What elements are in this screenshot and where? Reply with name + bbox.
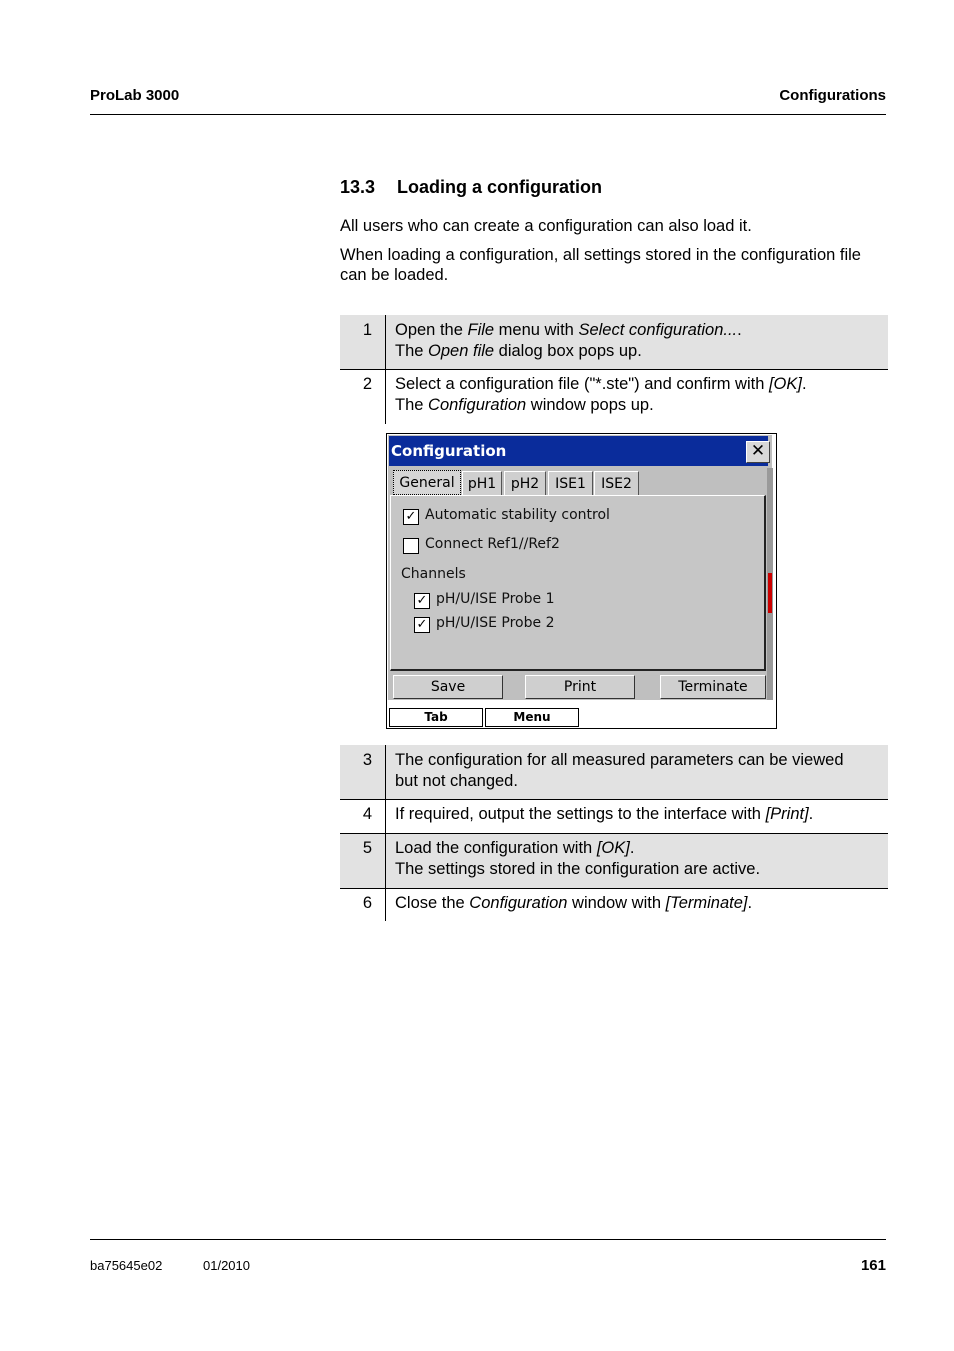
checkbox-probe-1[interactable]: ✓ (414, 593, 430, 609)
channels-label: Channels (401, 566, 466, 582)
scroll-indicator (768, 573, 772, 613)
tab-ise1[interactable]: ISE1 (548, 471, 593, 495)
terminate-button[interactable]: Terminate (660, 675, 766, 699)
step-text: Close the Configuration window with [Terminate]. (395, 894, 753, 912)
footer-rule (90, 1239, 886, 1240)
step-text: If required, output the settings to the interface with [Print]. (395, 805, 814, 823)
section-title (340, 177, 602, 198)
checkbox-connect-ref[interactable] (403, 538, 419, 554)
step-row-1 (340, 315, 888, 369)
dialog-window (388, 435, 772, 700)
footer-date: 01/2010 (203, 1258, 250, 1273)
step-number: 6 (362, 894, 372, 912)
step-row-2 (340, 370, 888, 424)
softkey-tab[interactable]: Tab (389, 708, 483, 727)
step-number: 5 (362, 839, 372, 857)
step-number: 4 (362, 805, 372, 823)
tab-ph1[interactable]: pH1 (462, 471, 502, 495)
configuration-dialog (386, 433, 777, 729)
save-button[interactable]: Save (393, 675, 503, 699)
step-text: Load the configuration with [OK]. The settings stored in the configuration are active. (395, 839, 761, 878)
section-title-text: Loading a configuration (397, 177, 602, 197)
print-button[interactable]: Print (525, 675, 635, 699)
tab-general[interactable]: General (393, 470, 461, 495)
header-rule (90, 114, 886, 115)
softkey-menu[interactable]: Menu (485, 708, 579, 727)
close-icon[interactable]: ✕ (746, 441, 770, 463)
step-text: The configuration for all measured parameters can be viewed but not changed. (395, 751, 844, 790)
general-panel (390, 495, 766, 671)
step-row-3 (340, 745, 888, 799)
step-text: Open the File menu with Select configuration.... The Open file dialog box pops up. (395, 321, 742, 360)
step-row-6 (340, 889, 888, 921)
option-label: Automatic stability control (425, 507, 610, 523)
checkbox-probe-2[interactable]: ✓ (414, 617, 430, 633)
step-number: 2 (362, 375, 372, 393)
step-row-5 (340, 834, 888, 888)
tab-ise2[interactable]: ISE2 (594, 471, 639, 495)
header-product: ProLab 3000 (90, 87, 180, 104)
footer-doc-id: ba75645e02 (90, 1258, 163, 1273)
page-number: 161 (860, 1257, 886, 1274)
header-chapter: Configurations (779, 87, 886, 104)
intro-paragraph-2: When loading a configuration, all settings stored in the configuration file can be loaded. (340, 246, 861, 284)
channel-label: pH/U/ISE Probe 1 (436, 591, 555, 607)
intro-paragraph-1: All users who can create a configuration can also load it. (340, 217, 752, 235)
dialog-title: Configuration (391, 442, 507, 460)
checkbox-automatic-stability[interactable]: ✓ (403, 509, 419, 525)
step-row-4 (340, 800, 888, 833)
dialog-titlebar (389, 436, 768, 466)
section-number: 13.3 (340, 177, 376, 197)
channel-label: pH/U/ISE Probe 2 (436, 615, 555, 631)
option-label: Connect Ref1//Ref2 (425, 536, 560, 552)
scrollbar[interactable] (767, 468, 773, 700)
step-text: Select a configuration file ("*.ste") and confirm with [OK]. The Configuration window pops up. (395, 375, 807, 414)
step-number: 1 (362, 321, 372, 339)
step-number: 3 (362, 751, 372, 769)
tab-ph2[interactable]: pH2 (504, 471, 546, 495)
